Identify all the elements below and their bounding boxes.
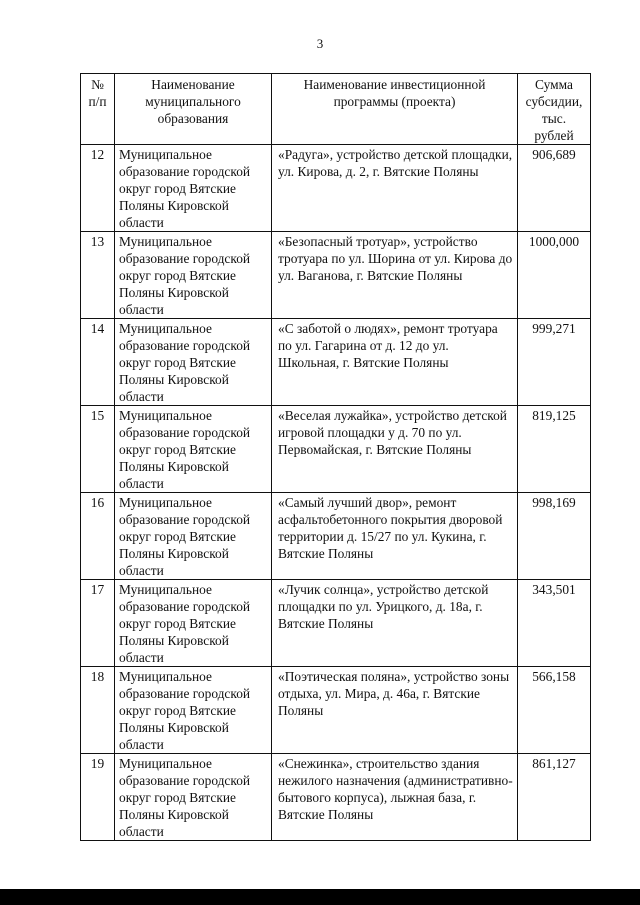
row-number: 16: [81, 493, 115, 580]
row-municipality: Муниципальное образование городской округ город Вятские Поляны Кировской области: [115, 493, 272, 580]
row-municipality: Муниципальное образование городской округ город Вятские Поляны Кировской области: [115, 145, 272, 232]
row-program: «Безопасный тротуар», устройство тротуара по ул. Шорина от ул. Кирова до ул. Ваганова, г. Вятские Поляны: [272, 232, 518, 319]
header-program: Наименование инвестиционной программы (проекта): [272, 74, 518, 145]
row-program: «Радуга», устройство детской площадки, ул. Кирова, д. 2, г. Вятские Поляны: [272, 145, 518, 232]
table-row: [81, 145, 591, 232]
row-municipality: Муниципальное образование городской округ город Вятские Поляны Кировской области: [115, 406, 272, 493]
row-number: 13: [81, 232, 115, 319]
table-row: [81, 319, 591, 406]
row-municipality: Муниципальное образование городской округ город Вятские Поляны Кировской области: [115, 667, 272, 754]
row-program: «Лучик солнца», устройство детской площадки по ул. Урицкого, д. 18а, г. Вятские Поляны: [272, 580, 518, 667]
row-program: «Веселая лужайка», устройство детской игровой площадки у д. 70 по ул. Первомайская, г. Вятские Поляны: [272, 406, 518, 493]
page-number: 3: [316, 36, 324, 51]
header-num: № п/п: [81, 74, 115, 145]
row-amount: 343,501: [518, 580, 591, 667]
row-program: «Самый лучший двор», ремонт асфальтобетонного покрытия дворовой территории д. 15/27 по ул. Кукина, г. Вятские Поляны: [272, 493, 518, 580]
row-amount: 999,271: [518, 319, 591, 406]
row-program: «С заботой о людях», ремонт тротуара по ул. Гагарина от д. 12 до ул. Школьная, г. Вятские Поляны: [272, 319, 518, 406]
row-program: «Поэтическая поляна», устройство зоны отдыха, ул. Мира, д. 46а, г. Вятские Поляны: [272, 667, 518, 754]
scan-bottom-edge: [0, 889, 640, 905]
row-number: 14: [81, 319, 115, 406]
row-municipality: Муниципальное образование городской округ город Вятские Поляны Кировской области: [115, 232, 272, 319]
row-amount: 1000,000: [518, 232, 591, 319]
row-municipality: Муниципальное образование городской округ город Вятские Поляны Кировской области: [115, 580, 272, 667]
table-row: [81, 667, 591, 754]
row-amount: 861,127: [518, 754, 591, 841]
subsidy-table: [80, 73, 591, 841]
row-amount: 819,125: [518, 406, 591, 493]
table-row: [81, 493, 591, 580]
header-municipality: Наименование муниципального образования: [115, 74, 272, 145]
row-program: «Снежинка», строительство здания нежилого назначения (административно-бытового корпуса), лыжная база, г. Вятские Поляны: [272, 754, 518, 841]
row-number: 15: [81, 406, 115, 493]
row-number: 19: [81, 754, 115, 841]
row-amount: 566,158: [518, 667, 591, 754]
row-municipality: Муниципальное образование городской округ город Вятские Поляны Кировской области: [115, 319, 272, 406]
row-municipality: Муниципальное образование городской округ город Вятские Поляны Кировской области: [115, 754, 272, 841]
row-amount: 906,689: [518, 145, 591, 232]
table-row: [81, 406, 591, 493]
header-amount: Сумма субсидии, тыс. рублей: [518, 74, 591, 145]
row-amount: 998,169: [518, 493, 591, 580]
table-row: [81, 232, 591, 319]
table-header-row: [81, 74, 591, 145]
row-number: 12: [81, 145, 115, 232]
row-number: 18: [81, 667, 115, 754]
table-row: [81, 754, 591, 841]
row-number: 17: [81, 580, 115, 667]
table-row: [81, 580, 591, 667]
